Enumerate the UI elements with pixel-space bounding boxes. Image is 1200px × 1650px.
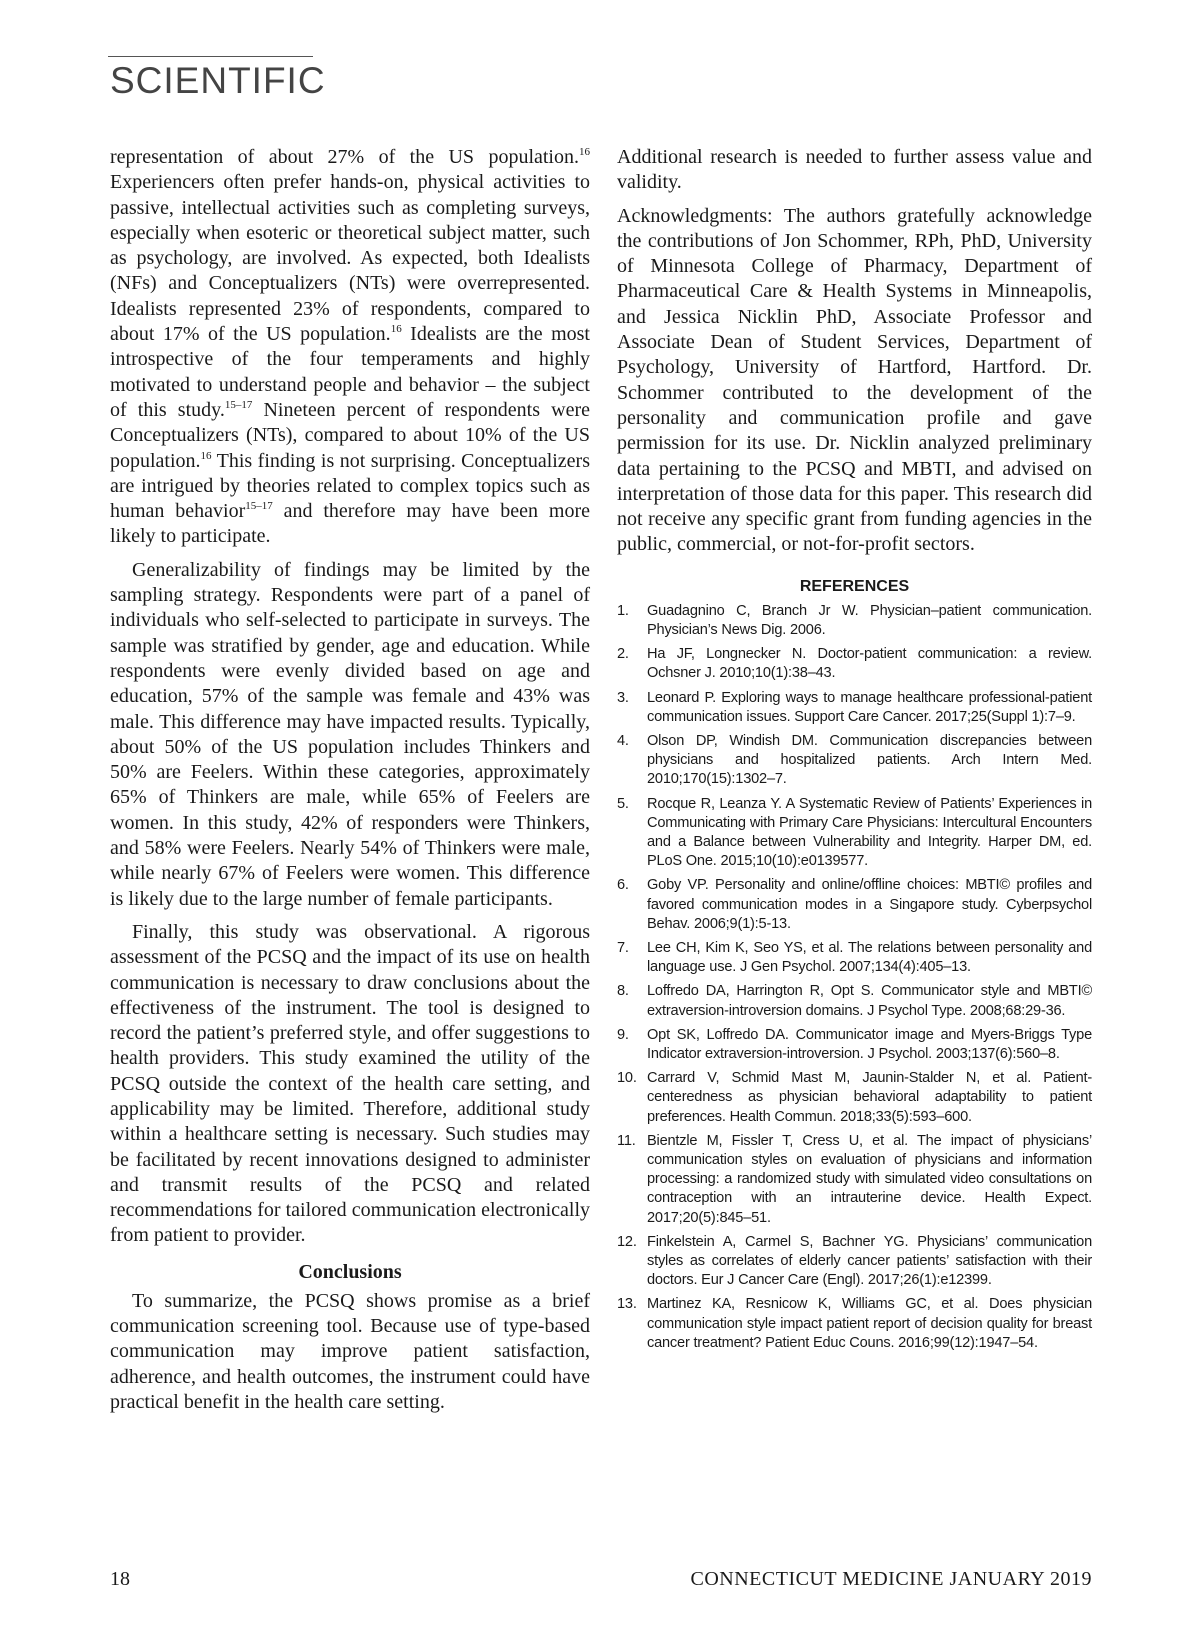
reference-text: Finkelstein A, Carmel S, Bachner YG. Physicians’ communication styles as correlates of elderly cancer patients’ satisfaction with their doctors. Eur J Cancer Care (Engl). 2017;26(1):e12399. [647, 1233, 1092, 1289]
body-paragraph-right-1: Additional research is needed to further assess value and validity. [617, 146, 1092, 194]
reference-number: 7. [617, 940, 629, 956]
reference-item [617, 795, 1092, 872]
reference-text: Guadagnino C, Branch Jr W. Physician–patient communication. Physician’s News Dig. 2006. [647, 602, 1092, 638]
reference-number: 1. [617, 602, 629, 619]
journal-footer: CONNECTICUT MEDICINE JANUARY 2019 [690, 1568, 1092, 1590]
citation: 16 [200, 449, 212, 462]
citation: 16 [390, 323, 402, 336]
reference-number: 6. [617, 877, 629, 894]
reference-item [617, 732, 1092, 790]
section-label: SCIENTIFIC [110, 60, 326, 101]
references-list [617, 602, 1092, 1353]
conclusions-paragraph: To summarize, the PCSQ shows promise as a brief communication screening tool. Because use of type-based communication may improve patient satisfaction, adherence, and health outcomes, the instrument could have practical benefit in the health care setting. [110, 1289, 590, 1413]
reference-number: 5. [617, 795, 629, 812]
reference-item [617, 1132, 1092, 1228]
reference-item [617, 939, 1092, 977]
reference-item [617, 982, 1092, 1020]
reference-text: Leonard P. Exploring ways to manage healthcare professional-patient communication issues. Support Care Cancer. 2017;25(Suppl 1):7–9. [647, 689, 1092, 725]
reference-item [617, 689, 1092, 727]
conclusions-heading: Conclusions [298, 1260, 402, 1283]
reference-item [617, 1295, 1092, 1353]
reference-text: Ha JF, Longnecker N. Doctor-patient communication: a review. Ochsner J. 2010;10(1):38–43. [647, 646, 1092, 682]
reference-number: 2. [617, 646, 629, 663]
reference-number: 12. [617, 1233, 637, 1250]
page-number: 18 [110, 1568, 130, 1590]
header-rule [108, 56, 313, 57]
references-heading: REFERENCES [799, 577, 910, 595]
right-column [617, 145, 1092, 1358]
reference-item [617, 1026, 1092, 1064]
reference-number: 10. [617, 1070, 637, 1087]
reference-number: 4. [617, 732, 629, 749]
reference-number: 3. [617, 689, 629, 706]
body-paragraph-3: Finally, this study was observational. A rigorous assessment of the PCSQ and the impact of its use on health communication is necessary to draw conclusions about the effectiveness of the instrument. The tool is designed to record the patient’s preferred style, and offer suggestions to health providers. This study examined the utility of the PCSQ outside the context of the health care setting, and applicability may be limited. Therefore, additional study within a healthcare setting is necessary. Such studies may be facilitated by recent innovations designed to administer and transmit results of the PCSQ and related recommendations for tailored communication electronically from patient to provider. [110, 920, 590, 1247]
reference-text: Carrard V, Schmid Mast M, Jaunin-Stalder N, et al. Patient-centeredness as physician behavioral adaptability to patient preferences. Health Commun. 2018;33(5):593–600. [647, 1070, 1092, 1125]
reference-item [617, 1233, 1092, 1291]
body-paragraph-2: Generalizability of findings may be limited by the sampling strategy. Respondents were part of a panel of individuals who self-selected to participate in surveys. The sample was stratified by gender, age and education. While respondents were evenly divided based on age and education, 57% of the sample was female and 43% was male. This difference may have impacted results. Typically, about 50% of the US population includes Thinkers and 50% are Feelers. Within these categories, approximately 65% of Thinkers are male, while 65% of Feelers are women. In this study, 42% of responders were Thinkers, and 58% were Feelers. Nearly 54% of Thinkers were male, while nearly 67% of Feelers were women. This difference is likely due to the large number of female participants. [110, 558, 590, 910]
reference-text: Opt SK, Loffredo DA. Communicator image and Myers-Briggs Type Indicator extraversion-introversion. J Psychol. 2003;137(6):560–8. [647, 1026, 1092, 1063]
reference-item [617, 645, 1092, 683]
citation: 16 [579, 146, 590, 158]
reference-number: 11. [617, 1132, 636, 1149]
reference-text: Rocque R, Leanza Y. A Systematic Review of Patients’ Experiences in Communicating with Primary Care Physicians: Intercultural Encounters and a Balance between Vulnerability and Integrity. Harper DM, ed. PLoS One. 2015;10(10):e0139577. [647, 795, 1092, 870]
reference-text: Loffredo DA, Harrington R, Opt S. Communicator style and MBTI© extraversion-introversion domains. J Psychol Type. 2008;68:29-36. [647, 983, 1092, 1019]
reference-text: Martinez KA, Resnicow K, Williams GC, et al. Does physician communication style impact patient report of decision quality for breast cancer treatment? Patient Educ Couns. 2016;99(12):1947–54. [647, 1296, 1092, 1351]
reference-text: Bientzle M, Fissler T, Cress U, et al. The impact of physicians’ communication styles on evaluation of physicians and information processing: a randomized study with simulated video consultations on contraception with an intrauterine device. Health Expect. 2017;20(5):845–51. [647, 1132, 1092, 1226]
reference-number: 8. [617, 983, 629, 1000]
reference-item [617, 1069, 1092, 1127]
left-column [110, 145, 590, 1415]
reference-item [617, 876, 1092, 934]
reference-text: Lee CH, Kim K, Seo YS, et al. The relations between personality and language use. J Gen Psychol. 2007;134(4):405–13. [647, 940, 1092, 976]
acknowledgments: Acknowledgments: The authors gratefully acknowledge the contributions of Jon Schommer, RPh, PhD, University of Minnesota College of Pharmacy, Department of Pharmaceutical Care & Health Systems in Minneapolis, and Jessica Nicklin PhD, Associate Professor and Associate Dean of Student Services, Department of Psychology, University of Hartford, Hartford. Dr. Schommer contributed to the development of the personality and communication profile and gave permission for its use. Dr. Nicklin analyzed preliminary data pertaining to the PCSQ and MBTI, and advised on interpretation of those data for this paper. This research did not receive any specific grant from funding agencies in the public, commercial, or not-for-profit sectors. [617, 204, 1092, 556]
reference-number: 13. [617, 1296, 637, 1313]
reference-number: 9. [617, 1026, 629, 1043]
reference-text: Olson DP, Windish DM. Communication discrepancies between physicians and hospitalized patients. Arch Intern Med. 2010;170(15):1302–7. [647, 732, 1092, 788]
reference-text: Goby VP. Personality and online/offline choices: MBTI© profiles and favored communication modes in a Singapore study. Cyberpsychol Behav. 2006;9(1):5-13. [647, 877, 1092, 932]
reference-item [617, 602, 1092, 640]
citation: 15–17 [224, 398, 253, 411]
citation: 15–17 [245, 500, 273, 513]
body-paragraph-1: representation of about 27% of the US population.$^{16}$ Experiencers often prefer hands-on, physical activities to passive, intellectual activities such as completing surveys, especially when esoteric or theoretical subject matter, such as psychology, are involved. As expected, both Idealists (NFs) and Conceptualizers (NTs) were overrepresented. Idealists represented 23% of respondents, compared to about 17% of the US population.$^{16}$ Idealists are the most introspective of the four temperaments and highly motivated to understand people and behavior – the subject of this study.$^{15-17}$ Nineteen percent of respondents were Conceptualizers (NTs), compared to about 10% of the US population.$^{16}$ This finding is not surprising. Conceptualizers are intrigued by theories related to complex topics such as human behavior$^{15-17}$ and therefore may have been more likely to participate. [110, 146, 590, 548]
